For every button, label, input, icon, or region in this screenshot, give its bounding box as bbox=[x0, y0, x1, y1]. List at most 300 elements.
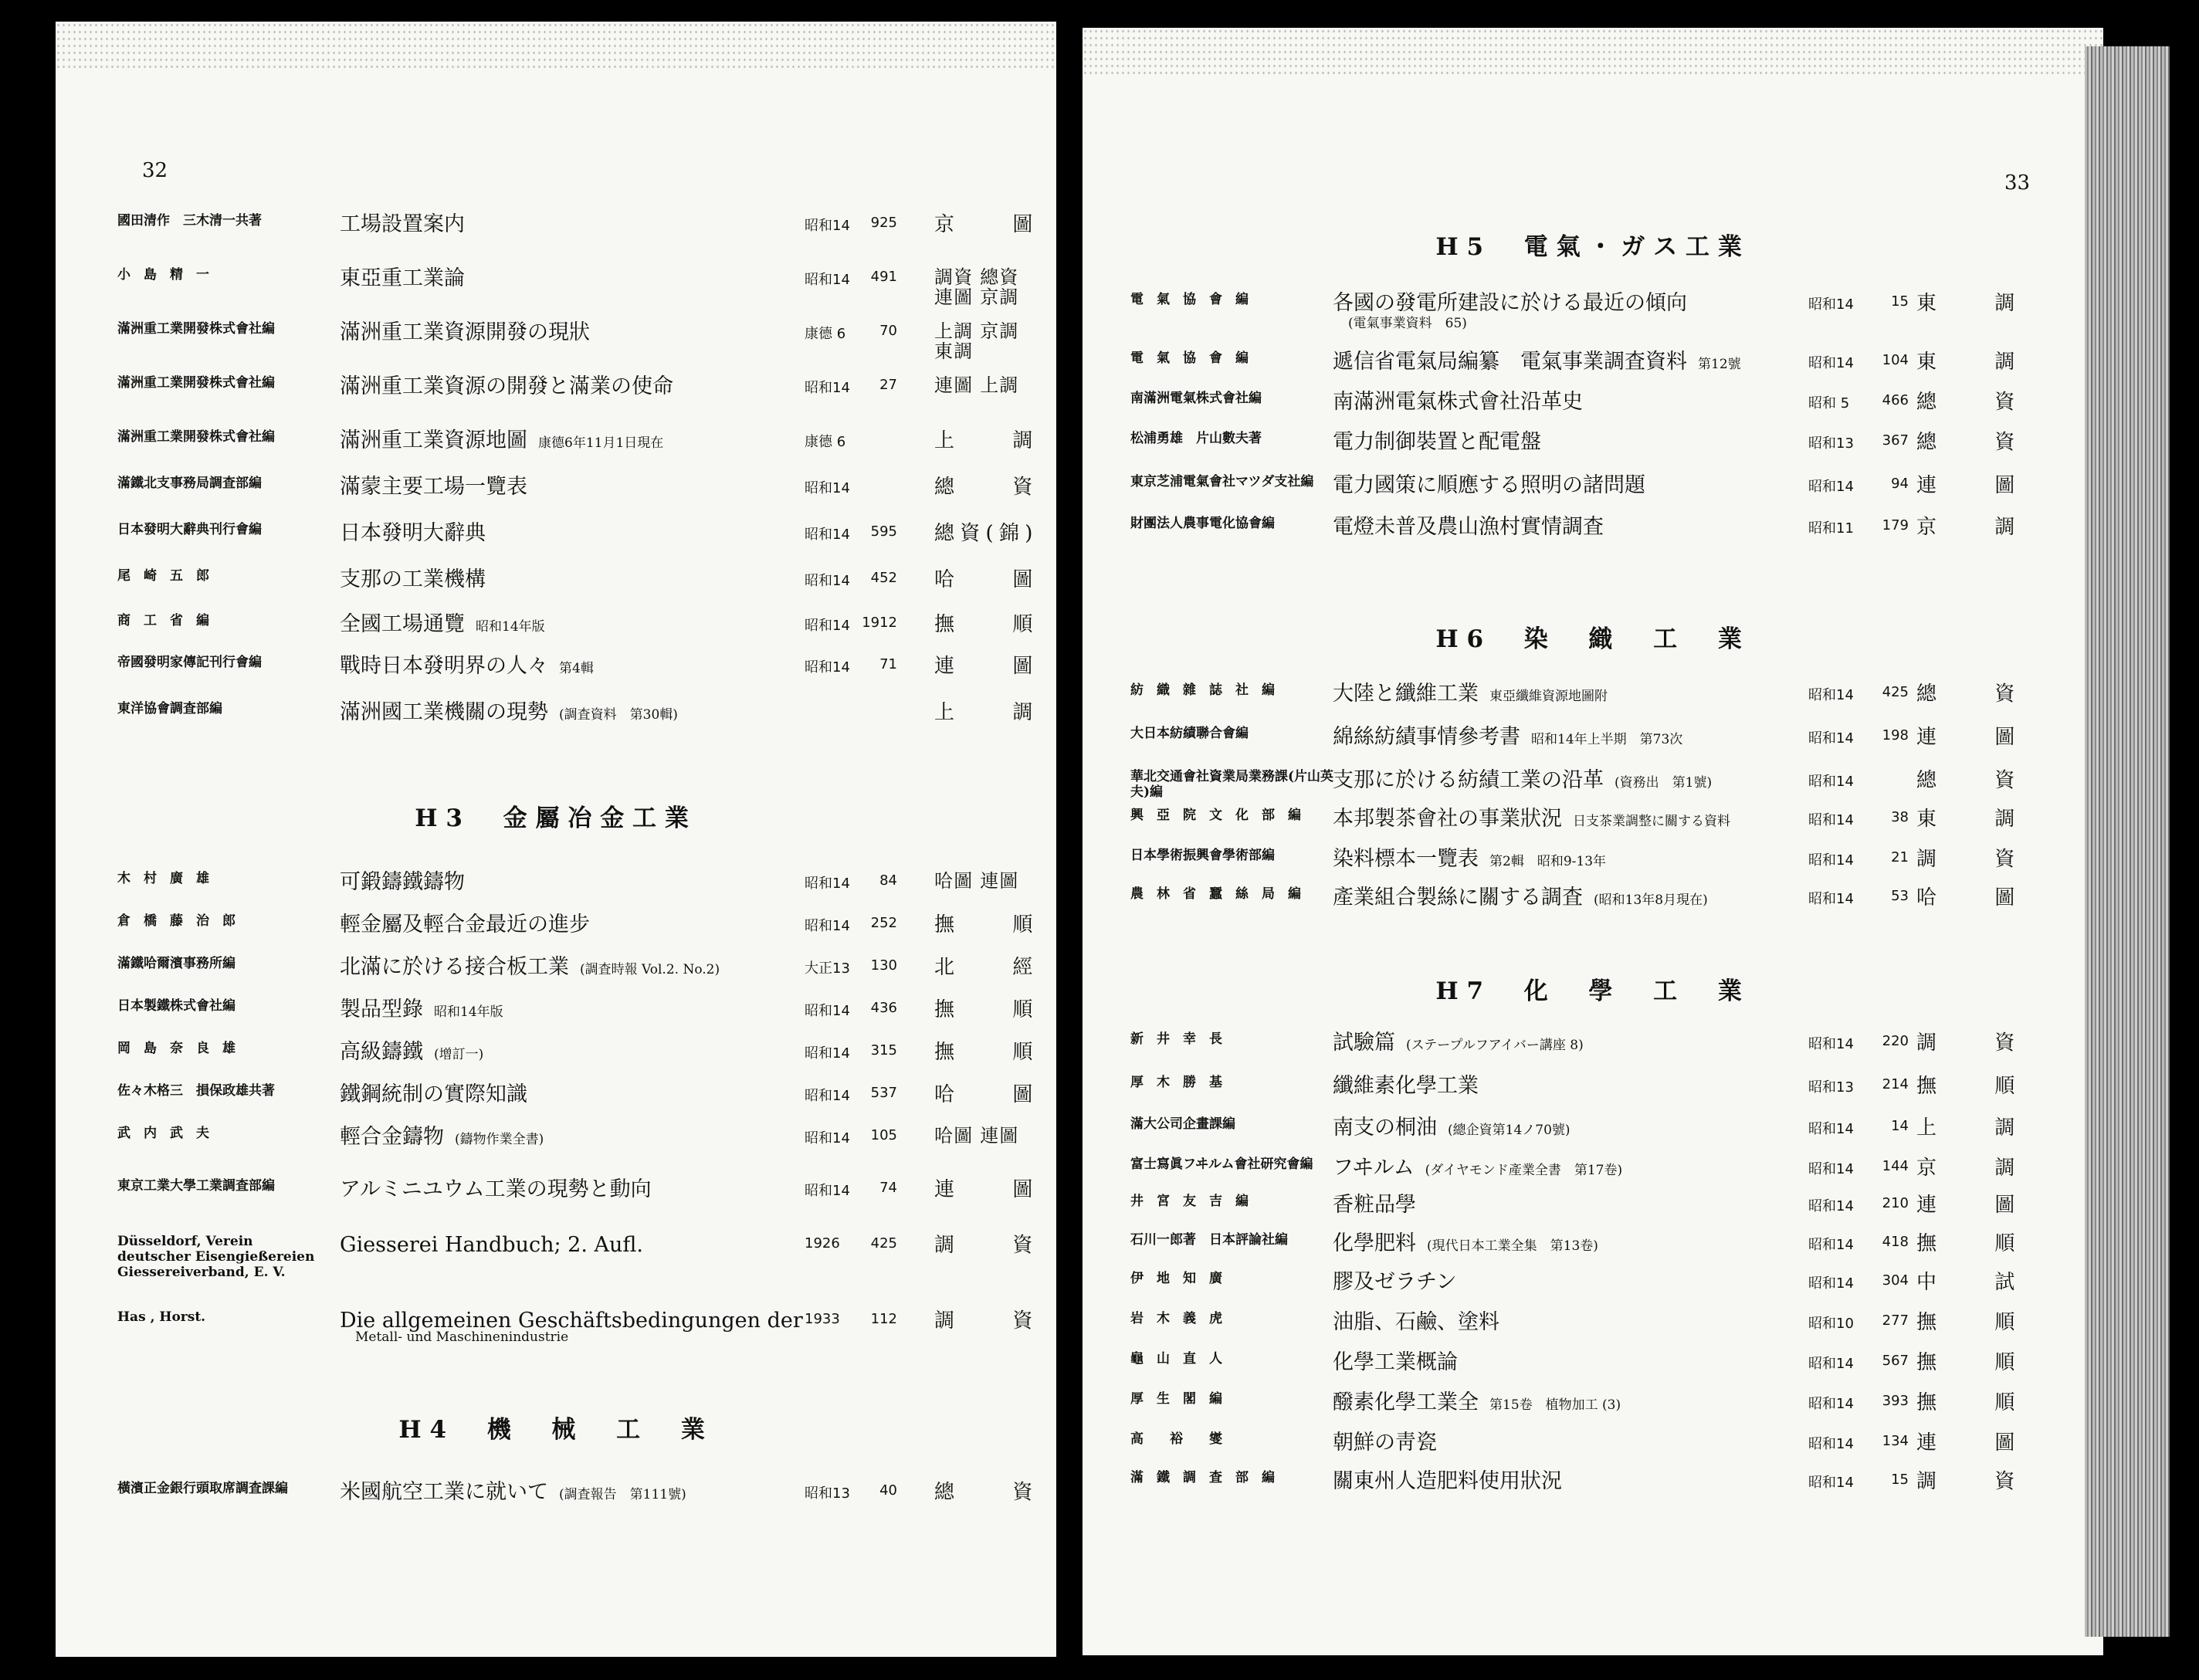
entry-pages: 595 bbox=[870, 523, 897, 540]
entry-year: 昭和10 bbox=[1808, 1316, 1854, 1332]
entry-pages: 21 bbox=[1891, 849, 1909, 865]
entry-title bbox=[340, 701, 678, 727]
entry-year: 康德 6 bbox=[805, 326, 846, 342]
entry-year: 昭和14 bbox=[805, 918, 850, 934]
list-item bbox=[117, 321, 1036, 360]
entry-author: 岡 島 奈 良 雄 bbox=[117, 1041, 235, 1056]
entry-author: 滿鐵哈爾濱事務所編 bbox=[117, 956, 235, 971]
list-item bbox=[117, 476, 1036, 514]
list-item bbox=[1130, 1431, 2088, 1470]
entry-year: 昭和14 bbox=[1808, 687, 1854, 703]
entry-location: 撫 順 bbox=[1916, 1391, 2017, 1414]
entry-title-text: 米國航空工業に就いて bbox=[340, 1480, 548, 1504]
entry-location: 連 圖 bbox=[934, 1178, 1035, 1201]
list-item bbox=[1130, 292, 2088, 330]
list-item bbox=[1130, 1232, 2088, 1271]
entry-title-text: 輕合金鑄物 bbox=[340, 1125, 444, 1149]
entry-author: 滿洲重工業開發株式會社編 bbox=[117, 429, 275, 445]
entry-location: 東 調 bbox=[1916, 351, 2017, 374]
entry-location: 總 資 bbox=[1916, 682, 2017, 706]
entry-note: 昭和14年版 bbox=[476, 619, 545, 635]
entry-title-text: 支那の工業機構 bbox=[340, 567, 486, 591]
entry-pages: 252 bbox=[870, 915, 897, 931]
entry-year: 昭和14 bbox=[805, 218, 850, 234]
list-item bbox=[1130, 1031, 2088, 1070]
list-item bbox=[1130, 1194, 2088, 1232]
entry-title-text: 鐵鋼統制の實際知識 bbox=[340, 1082, 527, 1106]
entry-note: (ステープルフアイバー講座 8) bbox=[1406, 1038, 1584, 1053]
entry-title bbox=[1333, 1470, 1573, 1495]
entry-location: 中 試 bbox=[1916, 1271, 2017, 1294]
entry-pages: 1912 bbox=[862, 615, 897, 631]
entry-title-text: 滿洲重工業資源の開發と滿業の使命 bbox=[340, 374, 673, 398]
entry-title bbox=[1333, 808, 1730, 833]
entry-author: 滿鐵北支事務局調査部編 bbox=[117, 476, 262, 491]
list-item bbox=[117, 655, 1036, 693]
entry-year: 昭和14 bbox=[805, 1045, 850, 1062]
entry-pages: 425 bbox=[1882, 684, 1909, 700]
list-item bbox=[117, 375, 1036, 414]
entry-author: 厚 生 閣 編 bbox=[1130, 1391, 1222, 1407]
entry-title-text: 膠及ゼラチン bbox=[1333, 1270, 1457, 1294]
entry-note: (昭和13年8月現在) bbox=[1594, 892, 1708, 908]
entry-title bbox=[1333, 1194, 1427, 1219]
section-heading-h4: H4 機 械 工 業 bbox=[398, 1416, 713, 1444]
entry-pages: 452 bbox=[870, 570, 897, 586]
section-heading-h7: H7 化 學 工 業 bbox=[1435, 977, 1750, 1005]
entry-author: 東京工業大學工業調査部編 bbox=[117, 1178, 275, 1194]
entry-location: 東 調 bbox=[1916, 292, 2017, 315]
entry-author: 高 裕 燮 bbox=[1130, 1431, 1222, 1447]
entry-location: 調資 總資 連圖 京調 bbox=[934, 266, 1019, 308]
entry-note: 第2輯 昭和9-13年 bbox=[1489, 854, 1607, 869]
entry-location: 撫 順 bbox=[934, 913, 1035, 937]
entry-author: 紡 織 雜 誌 社 編 bbox=[1130, 682, 1275, 698]
entry-title-text: 產業組合製絲に關する調査 bbox=[1333, 886, 1583, 909]
entry-pages: 74 bbox=[879, 1180, 897, 1196]
entry-title bbox=[1333, 726, 1682, 751]
entry-author: 岩 木 義 虎 bbox=[1130, 1311, 1222, 1326]
entry-location: 撫 順 bbox=[1916, 1311, 2017, 1334]
entry-pages: 418 bbox=[1882, 1234, 1909, 1250]
entry-year: 昭和 5 bbox=[1808, 395, 1850, 412]
list-item bbox=[1130, 682, 2088, 721]
entry-year: 昭和14 bbox=[805, 272, 850, 288]
entry-pages: 425 bbox=[870, 1235, 897, 1252]
left-page bbox=[56, 22, 1056, 1657]
entry-title-text: 製品型錄 bbox=[340, 998, 423, 1021]
entry-title-text: フヰルム bbox=[1333, 1156, 1415, 1180]
entry-year: 昭和14 bbox=[805, 480, 850, 496]
entry-title bbox=[340, 1481, 686, 1506]
entry-title-text: 滿洲重工業資源地圖 bbox=[340, 428, 527, 452]
entry-pages: 537 bbox=[870, 1085, 897, 1101]
entry-title bbox=[1333, 1232, 1598, 1258]
section-heading-h6: H6 染 織 工 業 bbox=[1435, 625, 1750, 653]
list-item bbox=[117, 1126, 1036, 1164]
entry-year: 康德 6 bbox=[805, 434, 846, 450]
list-item bbox=[1130, 474, 2088, 513]
list-item bbox=[117, 998, 1036, 1037]
entry-year: 昭和14 bbox=[1808, 479, 1854, 495]
entry-title bbox=[1333, 1116, 1570, 1142]
entry-title-text: 關東州人造肥料使用狀況 bbox=[1333, 1469, 1562, 1493]
entry-pages: 130 bbox=[870, 957, 897, 974]
entry-title-text: 大陸と纖維工業 bbox=[1333, 682, 1479, 706]
entry-pages: 40 bbox=[879, 1482, 897, 1499]
entry-pages: 304 bbox=[1882, 1272, 1909, 1289]
entry-title bbox=[1333, 848, 1606, 873]
entry-title-text: 香粧品學 bbox=[1333, 1193, 1416, 1217]
list-item bbox=[117, 1481, 1036, 1519]
entry-title bbox=[1333, 1157, 1622, 1182]
entry-location: 上調 京調 東調 bbox=[934, 320, 1019, 362]
entry-title bbox=[340, 1083, 538, 1109]
entry-title bbox=[1333, 1271, 1468, 1296]
entry-location: 總資(錦) bbox=[934, 522, 1035, 545]
entry-year: 昭和14 bbox=[1808, 1436, 1854, 1452]
entry-note: 第4輯 bbox=[559, 661, 594, 676]
entry-title bbox=[1333, 1431, 1448, 1457]
entry-title bbox=[340, 655, 594, 680]
entry-location: 哈 圖 bbox=[934, 1083, 1035, 1106]
entry-author: 松浦勇雄 片山數夫著 bbox=[1130, 431, 1262, 446]
entry-note: (ダイヤモンド產業全書 第17卷) bbox=[1425, 1163, 1623, 1178]
entry-title bbox=[340, 375, 684, 401]
entry-pages: 214 bbox=[1882, 1076, 1909, 1092]
list-item bbox=[117, 267, 1036, 306]
entry-year: 昭和14 bbox=[1808, 296, 1854, 313]
entry-pages: 567 bbox=[1882, 1353, 1909, 1369]
list-item bbox=[1130, 726, 2088, 764]
entry-pages: 436 bbox=[870, 1000, 897, 1016]
entry-location: 調 資 bbox=[1916, 1031, 2017, 1055]
entry-pages: 134 bbox=[1882, 1433, 1909, 1449]
entry-pages: 144 bbox=[1882, 1158, 1909, 1174]
entry-title-text: 日本發明大辭典 bbox=[340, 521, 486, 545]
entry-title bbox=[340, 522, 496, 547]
entry-title-text: 綿絲紡績事情參考書 bbox=[1333, 725, 1520, 749]
entry-title bbox=[1333, 682, 1608, 708]
entry-author: 新 井 幸 長 bbox=[1130, 1031, 1222, 1047]
entry-year: 昭和14 bbox=[1808, 852, 1854, 869]
entry-title bbox=[1333, 1075, 1489, 1100]
entry-author: 滿洲重工業開發株式會社編 bbox=[117, 375, 275, 391]
list-item bbox=[117, 429, 1036, 468]
entry-pages: 15 bbox=[1891, 1472, 1909, 1488]
entry-location: 調 資 bbox=[934, 1309, 1035, 1333]
entry-title-text: 滿蒙主要工場一覽表 bbox=[340, 475, 527, 499]
entry-author: 厚 木 勝 基 bbox=[1130, 1075, 1222, 1090]
list-item bbox=[1130, 769, 2088, 808]
entry-title-text: 滿洲國工業機關の現勢 bbox=[340, 700, 548, 724]
entry-author: 日本學術振興會學術部編 bbox=[1130, 848, 1275, 863]
paper-speckle bbox=[56, 22, 1056, 68]
list-item bbox=[117, 1083, 1036, 1122]
entry-title bbox=[340, 267, 476, 293]
entry-title-text: 醱素化學工業全 bbox=[1333, 1390, 1479, 1414]
entry-author: 電 氣 協 會 編 bbox=[1130, 292, 1249, 307]
list-item bbox=[1130, 886, 2088, 925]
entry-year: 昭和11 bbox=[1808, 520, 1854, 537]
entry-title-text: 可鍛鑄鐵鑄物 bbox=[340, 870, 465, 894]
entry-year: 昭和14 bbox=[805, 527, 850, 543]
entry-title-text: 輕金屬及輕合金最近の進步 bbox=[340, 913, 590, 937]
list-item bbox=[1130, 1351, 2088, 1390]
entry-pages: 367 bbox=[1882, 432, 1909, 449]
entry-title bbox=[1333, 431, 1552, 456]
entry-location: 連圖 上調 bbox=[934, 374, 1019, 396]
entry-title-text: 電燈未普及農山漁村實情調査 bbox=[1333, 515, 1604, 539]
entry-author: 華北交通會社資業局業務課(片山英夫)編 bbox=[1130, 769, 1334, 800]
list-item bbox=[117, 1178, 1036, 1217]
entry-location: 撫 順 bbox=[1916, 1351, 2017, 1374]
page-number: 32 bbox=[142, 159, 168, 182]
entry-note: 第12號 bbox=[1698, 357, 1741, 372]
entry-pages: 104 bbox=[1882, 352, 1909, 368]
entry-title-text: 戰時日本發明界の人々 bbox=[340, 654, 548, 678]
entry-author: 井 宮 友 吉 編 bbox=[1130, 1194, 1249, 1209]
entry-author: 龜 山 直 人 bbox=[1130, 1351, 1222, 1367]
entry-location: 總 資 bbox=[1916, 391, 2017, 414]
entry-note: (鑄物作業全書) bbox=[455, 1132, 544, 1147]
list-item bbox=[117, 213, 1036, 252]
entry-note: (調査報告 第111號) bbox=[559, 1487, 686, 1502]
entry-author: 農 林 省 蠶 絲 局 編 bbox=[1130, 886, 1301, 902]
entry-author: 石川一郎著 日本評論社編 bbox=[1130, 1232, 1288, 1248]
entry-note: 第15卷 植物加工 (3) bbox=[1489, 1397, 1621, 1413]
entry-title-text: 電力國策に順應する照明の諸問題 bbox=[1333, 473, 1645, 497]
entry-title-text: アルミニユウム工業の現勢と動向 bbox=[340, 1177, 652, 1201]
entry-year: 大正13 bbox=[805, 960, 850, 977]
entry-note: 東亞纖維資源地圖附 bbox=[1489, 689, 1608, 704]
entry-title-text: 各國の發電所建設に於ける最近の傾向 bbox=[1333, 291, 1687, 315]
entry-location: 上 調 bbox=[1916, 1116, 2017, 1140]
entry-note: (調査時報 Vol.2. No.2) bbox=[580, 962, 720, 977]
entry-title bbox=[340, 1234, 654, 1259]
entry-location: 哈圖 連圖 bbox=[934, 1125, 1019, 1147]
entry-year: 昭和14 bbox=[1808, 1356, 1854, 1372]
list-item bbox=[117, 913, 1036, 952]
entry-title-text: 染料標本一覽表 bbox=[1333, 847, 1479, 871]
entry-location: 東 調 bbox=[1916, 808, 2017, 831]
entry-year: 昭和14 bbox=[1808, 812, 1854, 828]
entry-location: 撫 順 bbox=[934, 1041, 1035, 1064]
section-heading-h5: H5 電氣・ガス工業 bbox=[1435, 233, 1750, 261]
entry-year: 昭和13 bbox=[805, 1485, 850, 1502]
entry-year: 昭和14 bbox=[1808, 1237, 1854, 1253]
entry-title-text: 電力制御裝置と配電盤 bbox=[1333, 430, 1541, 454]
entry-title bbox=[340, 213, 476, 239]
entry-author: 倉 橋 藤 治 郎 bbox=[117, 913, 235, 929]
entry-title-text: 油脂、石鹼、塗料 bbox=[1333, 1310, 1499, 1334]
entry-title bbox=[1333, 351, 1741, 376]
entry-pages: 210 bbox=[1882, 1195, 1909, 1211]
list-item bbox=[1130, 1470, 2088, 1509]
entry-author: 商 工 省 編 bbox=[117, 613, 209, 628]
entry-title-text: 纖維素化學工業 bbox=[1333, 1074, 1479, 1098]
entry-pages: 925 bbox=[870, 215, 897, 231]
entry-location: 哈 圖 bbox=[934, 568, 1035, 591]
entry-author: 小 島 精 一 bbox=[117, 267, 209, 283]
entry-year: 昭和13 bbox=[1808, 435, 1854, 452]
entry-location: 京 調 bbox=[1916, 516, 2017, 539]
list-item bbox=[117, 522, 1036, 561]
entry-location: 連 圖 bbox=[934, 655, 1035, 678]
entry-author: 富士寫眞フヰルム會社研究會編 bbox=[1130, 1157, 1313, 1172]
entry-title bbox=[340, 613, 545, 638]
entry-author: 東洋協會調査部編 bbox=[117, 701, 222, 716]
entry-author: 佐々木格三 損保政雄共著 bbox=[117, 1083, 275, 1099]
entry-title bbox=[1333, 1351, 1469, 1377]
entry-note: 日支茶業調整に關する資料 bbox=[1573, 814, 1730, 829]
entry-pages: 277 bbox=[1882, 1312, 1909, 1329]
entry-title bbox=[340, 321, 601, 347]
entry-pages: 94 bbox=[1891, 476, 1909, 492]
entry-title-text: 全國工場通覽 bbox=[340, 612, 465, 636]
entry-location: 撫 順 bbox=[934, 998, 1035, 1021]
entry-title bbox=[1333, 391, 1594, 416]
right-page bbox=[1083, 28, 2103, 1655]
list-item bbox=[1130, 1157, 2088, 1195]
entry-author: 滿大公司企畫課編 bbox=[1130, 1116, 1235, 1132]
entry-author: 日本發明大辭典刊行會編 bbox=[117, 522, 262, 537]
entry-note: 昭和14年上半期 第73次 bbox=[1531, 732, 1683, 747]
entry-title-text: 試驗篇 bbox=[1333, 1031, 1395, 1055]
entry-location: 撫 順 bbox=[1916, 1232, 2017, 1255]
entry-location: 撫 順 bbox=[934, 613, 1035, 636]
entry-title-text: 南滿洲電氣株式會社沿革史 bbox=[1333, 390, 1583, 414]
entry-title bbox=[340, 1178, 662, 1204]
entry-title bbox=[1333, 1391, 1621, 1417]
entry-year: 昭和14 bbox=[805, 1183, 850, 1199]
entry-author: 國田清作 三木清一共著 bbox=[117, 213, 262, 229]
entry-pages: 14 bbox=[1891, 1118, 1909, 1134]
entry-pages: 27 bbox=[879, 377, 897, 393]
entry-location: 調 資 bbox=[1916, 848, 2017, 871]
entry-author: 木 村 廣 雄 bbox=[117, 871, 209, 886]
entry-title bbox=[340, 998, 503, 1024]
entry-year: 昭和14 bbox=[1808, 355, 1854, 371]
list-item bbox=[1130, 516, 2088, 554]
list-item bbox=[1130, 1075, 2088, 1113]
entry-title bbox=[1333, 769, 1712, 794]
entry-title-text: 支那に於ける紡績工業の沿革 bbox=[1333, 768, 1604, 792]
entry-year: 昭和14 bbox=[1808, 1121, 1854, 1137]
entry-pages: 84 bbox=[879, 872, 897, 889]
entry-year: 昭和13 bbox=[1808, 1079, 1854, 1096]
entry-location: 上 調 bbox=[934, 429, 1035, 452]
entry-author: 大日本紡績聯合會編 bbox=[1130, 726, 1249, 741]
entry-location: 哈 圖 bbox=[1916, 886, 2017, 909]
entry-title bbox=[340, 476, 538, 501]
entry-year: 昭和14 bbox=[1808, 1161, 1854, 1177]
entry-title bbox=[1333, 474, 1656, 500]
entry-author: 財團法人農事電化協會編 bbox=[1130, 516, 1275, 531]
entry-pages: 220 bbox=[1882, 1033, 1909, 1049]
entry-pages: 105 bbox=[870, 1127, 897, 1143]
list-item bbox=[1130, 1311, 2088, 1350]
entry-note: 昭和14年版 bbox=[434, 1004, 503, 1020]
entry-title bbox=[340, 1041, 483, 1066]
entry-year: 昭和14 bbox=[1808, 1198, 1854, 1214]
entry-year: 昭和14 bbox=[805, 876, 850, 892]
entry-year: 昭和14 bbox=[805, 1130, 850, 1147]
entry-pages: 466 bbox=[1882, 392, 1909, 408]
entry-location: 哈圖 連圖 bbox=[934, 870, 1019, 892]
entry-author: 滿洲重工業開發株式會社編 bbox=[117, 321, 275, 337]
entry-note: (增訂一) bbox=[434, 1047, 484, 1062]
entry-year: 昭和14 bbox=[805, 618, 850, 634]
list-item bbox=[1130, 1271, 2088, 1309]
entry-title bbox=[340, 568, 496, 594]
entry-note: (資務出 第1號) bbox=[1615, 775, 1713, 791]
paper-speckle bbox=[1083, 28, 2103, 74]
entry-pages: 315 bbox=[870, 1042, 897, 1058]
entry-year: 昭和14 bbox=[805, 380, 850, 396]
entry-location: 總 資 bbox=[1916, 431, 2017, 454]
list-item bbox=[117, 1041, 1036, 1079]
entry-title-text: 化學肥料 bbox=[1333, 1231, 1416, 1255]
entry-author: 橫濱正金銀行頭取席調査課編 bbox=[117, 1481, 288, 1496]
entry-author: 武 内 武 夫 bbox=[117, 1126, 209, 1141]
entry-title-text: 滿洲重工業資源開發の現狀 bbox=[340, 320, 590, 344]
list-item bbox=[117, 1233, 1036, 1280]
entry-pages: 393 bbox=[1882, 1393, 1909, 1409]
entry-title bbox=[340, 1126, 544, 1151]
entry-author: 尾 崎 五 郎 bbox=[117, 568, 209, 584]
list-item bbox=[117, 871, 1036, 909]
entry-author: 帝國發明家傳記刊行會編 bbox=[117, 655, 262, 670]
entry-pages: 38 bbox=[1891, 809, 1909, 825]
entry-year: 昭和14 bbox=[1808, 1036, 1854, 1052]
entry-pages: 112 bbox=[870, 1311, 897, 1327]
entry-pages: 179 bbox=[1882, 517, 1909, 533]
entry-author: 興 亞 院 文 化 部 編 bbox=[1130, 808, 1301, 823]
list-item bbox=[117, 568, 1036, 607]
entry-author: 伊 地 知 廣 bbox=[1130, 1271, 1222, 1286]
list-item bbox=[1130, 391, 2088, 429]
book-page-edges bbox=[2085, 46, 2170, 1637]
section-heading-h3: H3 金屬冶金工業 bbox=[415, 804, 697, 832]
entry-author: 電 氣 協 會 編 bbox=[1130, 351, 1249, 366]
entry-location: 撫 順 bbox=[1916, 1075, 2017, 1098]
entry-title bbox=[340, 913, 601, 939]
entry-title-text: 化學工業概論 bbox=[1333, 1350, 1458, 1374]
entry-location: 連 圖 bbox=[1916, 1194, 2017, 1217]
entry-title bbox=[340, 429, 663, 455]
entry-note: 康德6年11月1日現在 bbox=[538, 435, 664, 451]
entry-title-text: 高級鑄鐵 bbox=[340, 1040, 423, 1064]
entry-location: 總 資 bbox=[934, 1481, 1035, 1504]
entry-year: 昭和14 bbox=[805, 1003, 850, 1019]
entry-author: Düsseldorf, Verein deutscher Eisengießereien Giessereiverband, E. V. bbox=[117, 1234, 315, 1280]
list-item bbox=[1130, 351, 2088, 389]
entry-author: 東京芝浦電氣會社マツダ支社編 bbox=[1130, 474, 1314, 489]
entry-pages: 53 bbox=[1891, 888, 1909, 904]
entry-location: 連 圖 bbox=[1916, 474, 2017, 497]
list-item bbox=[117, 701, 1036, 740]
entry-location: 總 資 bbox=[1916, 769, 2017, 792]
entry-location: 連 圖 bbox=[1916, 726, 2017, 749]
entry-year: 1926 bbox=[805, 1235, 840, 1252]
list-item bbox=[117, 1309, 1036, 1348]
entry-author: 滿 鐵 調 査 部 編 bbox=[1130, 1470, 1275, 1485]
entry-location: 北 經 bbox=[934, 956, 1035, 979]
list-item bbox=[1130, 1391, 2088, 1430]
entry-year: 昭和14 bbox=[805, 1088, 850, 1104]
entry-title-text: 北滿に於ける接合板工業 bbox=[340, 955, 569, 979]
